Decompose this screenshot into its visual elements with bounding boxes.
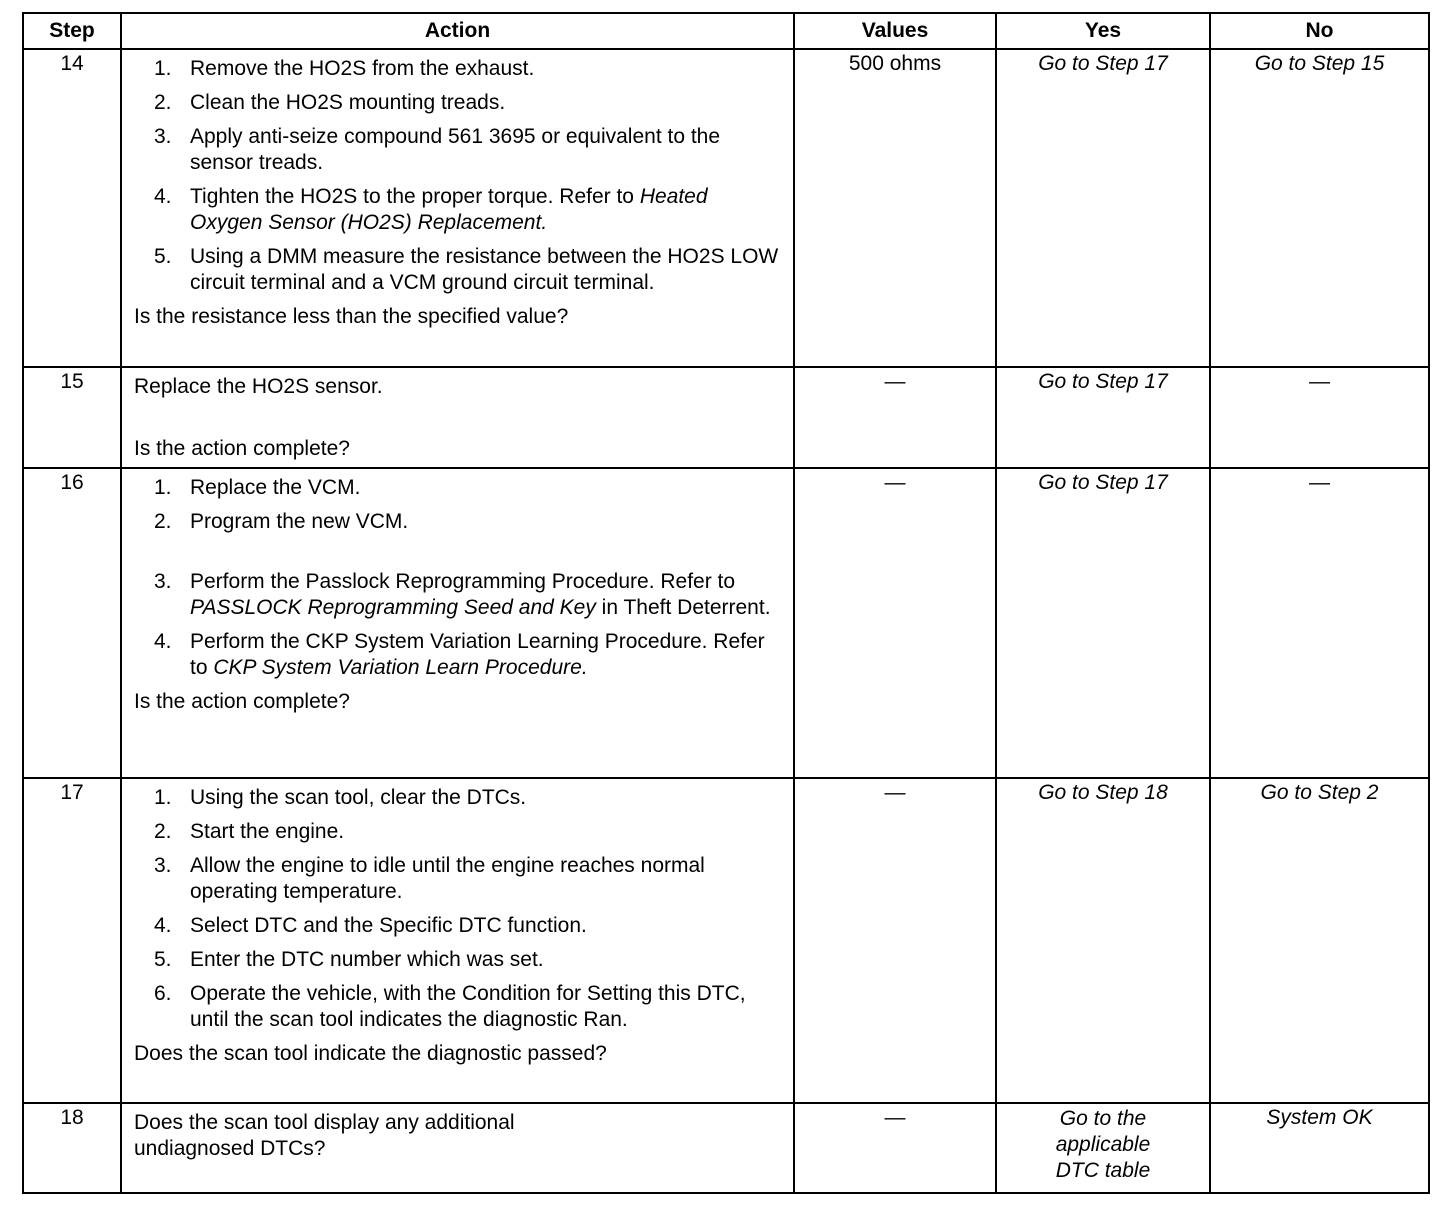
question-text: Is the resistance less than the specified value? bbox=[134, 305, 569, 328]
table-row-step-17 bbox=[23, 778, 1429, 1103]
header-values: Values bbox=[794, 13, 996, 49]
header-no: No bbox=[1210, 13, 1429, 49]
list-item: 2. Program the new VCM. bbox=[154, 510, 409, 533]
action-cell bbox=[121, 49, 794, 367]
yes-cell: Go to Step 18 bbox=[996, 778, 1210, 1103]
reference-link: PASSLOCK Reprogramming Seed and Key bbox=[190, 596, 596, 619]
value-cell: — bbox=[794, 367, 996, 468]
step-number: 18 bbox=[23, 1103, 121, 1193]
reference-link: CKP System Variation Learn Procedure bbox=[213, 656, 582, 679]
action-list bbox=[134, 56, 783, 296]
table-row-step-14 bbox=[23, 49, 1429, 367]
step-number: 15 bbox=[23, 367, 121, 468]
table-row-step-16 bbox=[23, 468, 1429, 778]
list-item: 3. Apply anti-seize compound 561 3695 or equivalent to the sensor treads. bbox=[154, 125, 721, 174]
question-text: Does the scan tool display any additional undiagnosed DTCs? bbox=[134, 1111, 515, 1160]
list-item: 3. Perform the Passlock Reprogramming Procedure. Refer to PASSLOCK Reprogramming Seed and Key in Theft Deterrent. bbox=[154, 570, 771, 619]
list-item: 3. Allow the engine to idle until the engine reaches normal operating temperature. bbox=[154, 854, 705, 903]
action-cell bbox=[121, 778, 794, 1103]
no-cell: System OK bbox=[1210, 1103, 1429, 1193]
question-text: Is the action complete? bbox=[134, 690, 350, 713]
list-item: 4. Tighten the HO2S to the proper torque. Refer to Heated Oxygen Sensor (HO2S) Replacement. bbox=[154, 185, 708, 234]
list-item: 2. Clean the HO2S mounting treads. bbox=[154, 91, 506, 114]
list-item: 5. Enter the DTC number which was set. bbox=[154, 948, 544, 971]
header-row bbox=[23, 13, 1429, 49]
value-cell: 500 ohms bbox=[794, 49, 996, 367]
list-item: 6. Operate the vehicle, with the Condition for Setting this DTC, until the scan tool indicates the diagnostic Ran. bbox=[154, 982, 746, 1031]
list-item: 4. Perform the CKP System Variation Learning Procedure. Refer to CKP System Variation Learn Procedure. bbox=[154, 630, 765, 679]
action-list bbox=[134, 785, 783, 1033]
list-item: 4. Select DTC and the Specific DTC function. bbox=[154, 914, 587, 937]
question-text: Does the scan tool indicate the diagnostic passed? bbox=[134, 1042, 607, 1065]
table-row-step-15 bbox=[23, 367, 1429, 468]
table-row-step-18 bbox=[23, 1103, 1429, 1193]
yes-cell: Go to Step 17 bbox=[996, 468, 1210, 778]
yes-cell: Go to the applicable DTC table bbox=[996, 1103, 1210, 1193]
list-item: 5. Using a DMM measure the resistance between the HO2S LOW circuit terminal and a VCM ground circuit terminal. bbox=[154, 245, 779, 294]
header-step: Step bbox=[23, 13, 121, 49]
list-item: 1. Remove the HO2S from the exhaust. bbox=[154, 57, 535, 80]
header-action: Action bbox=[121, 13, 794, 49]
value-cell: — bbox=[794, 1103, 996, 1193]
list-item: 2. Start the engine. bbox=[154, 820, 345, 843]
question-text: Is the action complete? bbox=[134, 437, 350, 460]
list-item: 1. Replace the VCM. bbox=[154, 476, 361, 499]
no-cell: Go to Step 2 bbox=[1210, 778, 1429, 1103]
yes-cell: Go to Step 17 bbox=[996, 49, 1210, 367]
value-cell: — bbox=[794, 468, 996, 778]
value-cell: — bbox=[794, 778, 996, 1103]
action-cell bbox=[121, 1103, 794, 1193]
action-list bbox=[134, 475, 783, 681]
diagnostic-table bbox=[22, 12, 1430, 1194]
list-item: 1. Using the scan tool, clear the DTCs. bbox=[154, 786, 527, 809]
action-cell bbox=[121, 367, 794, 468]
no-cell: — bbox=[1210, 367, 1429, 468]
yes-cell: Go to Step 17 bbox=[996, 367, 1210, 468]
header-yes: Yes bbox=[996, 13, 1210, 49]
step-number: 17 bbox=[23, 778, 121, 1103]
no-cell: — bbox=[1210, 468, 1429, 778]
reference-link: Heated Oxygen Sensor (HO2S) Replacement bbox=[190, 185, 708, 234]
step-number: 16 bbox=[23, 468, 121, 778]
step-number: 14 bbox=[23, 49, 121, 367]
action-text: Replace the HO2S sensor. bbox=[134, 375, 383, 398]
action-cell bbox=[121, 468, 794, 778]
no-cell: Go to Step 15 bbox=[1210, 49, 1429, 367]
